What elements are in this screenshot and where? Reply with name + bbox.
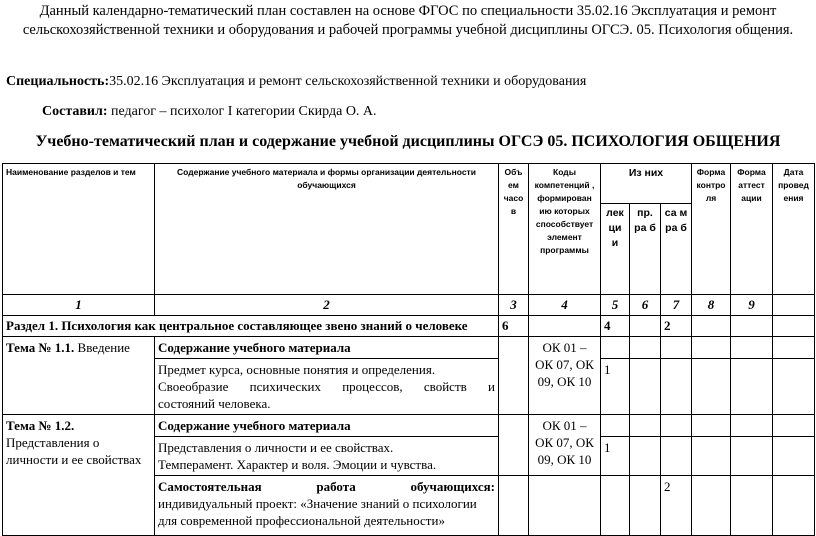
- section-row: [3, 316, 815, 337]
- section-lectures: 4: [601, 316, 630, 337]
- header-content: Содержание учебного материала и формы организации деятельности обучающихся: [155, 164, 499, 295]
- specialty-line: [6, 74, 586, 90]
- author-line: [42, 104, 377, 120]
- plan-table: [2, 163, 815, 536]
- header-of-them: Из них: [601, 164, 692, 204]
- competency-codes: ОК 01 – ОК 07, ОК 09, ОК 10: [529, 415, 601, 476]
- section-hours: 6: [499, 316, 529, 337]
- content-line: Темперамент. Характер и воля. Эмоции и чувства.: [158, 457, 437, 472]
- header-sections: Наименование разделов и тем: [3, 164, 155, 295]
- header-codes: Коды компетенций , формирован ию которых способствует элемент программы: [529, 164, 601, 295]
- column-number: 3: [499, 295, 529, 316]
- topic-name: Представления о личности и ее свойствах: [6, 435, 142, 467]
- column-number: 8: [692, 295, 731, 316]
- section-self: 2: [661, 316, 692, 337]
- column-number: 9: [731, 295, 773, 316]
- content-line: индивидуальный проект: «Значение знаний о психологии: [158, 496, 477, 511]
- self-work-label: Самостоятельная работа обучающихся:: [158, 479, 495, 494]
- column-number: 2: [155, 295, 499, 316]
- topic-name: Введение: [74, 340, 130, 355]
- self-work-hours: 2: [661, 476, 692, 536]
- column-number: 6: [630, 295, 661, 316]
- content-line: Своеобразие психических процессов, свойств и: [158, 379, 495, 394]
- competency-codes: ОК 01 – ОК 07, ОК 09, ОК 10: [529, 337, 601, 415]
- section-title: Раздел 1. Психология как центральное составляющее звено знаний о человеке: [3, 316, 499, 337]
- content-header: Содержание учебного материала: [155, 415, 499, 437]
- column-number: 1: [3, 295, 155, 316]
- specialty-label: Специальность:: [6, 74, 110, 89]
- header-practice: пр. ра б: [630, 204, 661, 295]
- content-line: состояний человека.: [158, 396, 271, 411]
- header-self: са м ра б: [661, 204, 692, 295]
- specialty-value: 35.02.16 Эксплуатация и ремонт сельскохозяйственной техники и оборудования: [109, 74, 587, 89]
- content-line: для современной профессиональной деятельности»: [158, 513, 445, 528]
- header-hours: Объ ем часо в: [499, 164, 529, 295]
- header-attestation: Форма аттест ации: [731, 164, 773, 295]
- topic-lectures: 1: [601, 437, 630, 476]
- column-number: 7: [661, 295, 692, 316]
- topic-label: Тема № 1.1.: [6, 340, 75, 355]
- content-line: Представления о личности и ее свойствах.: [158, 440, 394, 455]
- table-title: Учебно-тематический план и содержание учебной дисциплины ОГСЭ 05. ПСИХОЛОГИЯ ОБЩЕНИЯ: [35, 133, 781, 150]
- author-value: педагог – психолог I категории Скирда О. А.: [107, 104, 377, 119]
- column-numbers-row: [3, 295, 815, 316]
- header-line-2: сельскохозяйственной техники и оборудования и рабочей программы учебной дисциплины ОГСЭ. 05. Психология общения.: [22, 22, 794, 38]
- topic-label: Тема № 1.2.: [6, 418, 75, 433]
- topic-lectures: 1: [601, 359, 630, 415]
- self-work-cell: [155, 476, 499, 536]
- header-line-1: Данный календарно-тематический план составлен на основе ФГОС по специальности 35.02.16 Эксплуатация и ремонт: [39, 3, 777, 19]
- column-number: 4: [529, 295, 601, 316]
- header-date: Дата провед ения: [773, 164, 815, 295]
- topic-row: [3, 415, 815, 437]
- topic-cell: [3, 415, 155, 536]
- content-cell: [155, 359, 499, 415]
- author-label: Составил:: [42, 104, 108, 119]
- topic-cell: [3, 337, 155, 415]
- topic-row: [3, 337, 815, 359]
- content-header: Содержание учебного материала: [155, 337, 499, 359]
- content-line: Предмет курса, основные понятия и определения.: [158, 362, 436, 377]
- column-number: 5: [601, 295, 630, 316]
- header-control: Форма контро ля: [692, 164, 731, 295]
- header-lectures: лек ци и: [601, 204, 630, 295]
- content-cell: [155, 437, 499, 476]
